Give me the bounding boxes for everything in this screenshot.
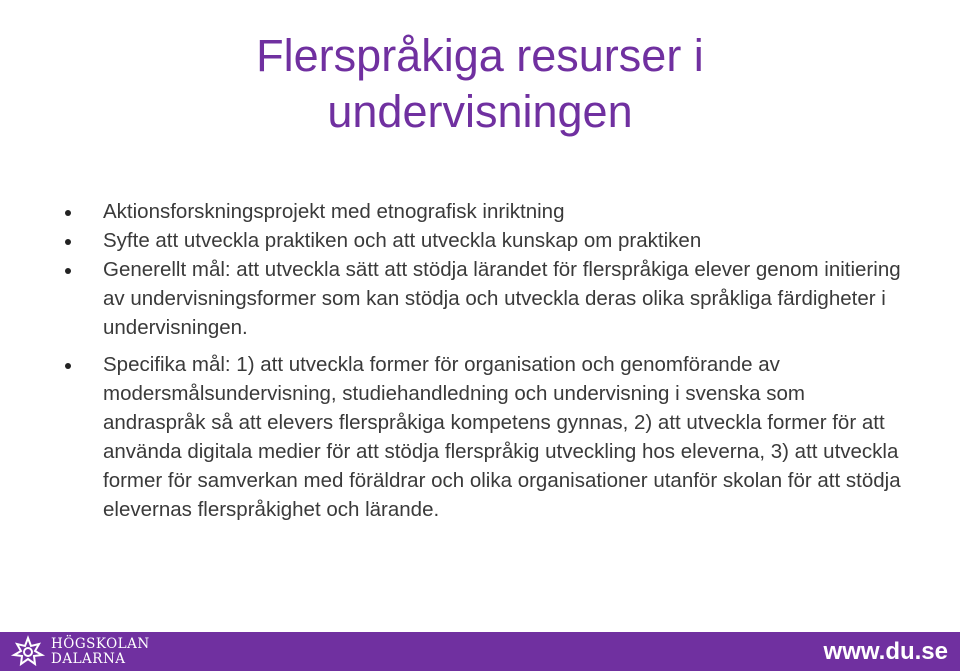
website-link[interactable]: www.du.se (823, 638, 948, 665)
bullet-item (62, 255, 912, 342)
bullet-item (62, 350, 912, 524)
bullet-dot-icon (65, 210, 71, 216)
logo-line-1: HÖGSKOLAN (51, 635, 150, 652)
bullet-dot-icon (65, 268, 71, 274)
logo-emblem-icon (10, 635, 46, 668)
footer-bar (0, 632, 960, 671)
bullet-dot-icon (65, 363, 71, 369)
bullet-text: Specifika mål: 1) att utveckla former för organisation och genomförande av modersmålsundervisning, studiehandledning och undervisning i svenska som andraspråk så att elevers flerspråkiga kompetens gynnas, 2) att utveckla former för att använda digitala medier för att stödja flerspråkig utveckling hos eleverna, 3) att utveckla former för samverkan med föräldrar och olika organisationer utanför skolan för att stödja elevernas flerspråkighet och lärande. (103, 353, 901, 521)
bullet-dot-icon (65, 239, 71, 245)
university-logo[interactable] (10, 635, 150, 668)
bullet-text: Generellt mål: att utveckla sätt att stödja lärandet för flerspråkiga elever genom initiering av undervisningsformer som kan stödja och utveckla deras olika språkliga färdigheter i undervisningen. (103, 258, 901, 339)
bullet-list (62, 197, 912, 524)
slide-title (0, 28, 960, 140)
bullet-text: Aktionsforskningsprojekt med etnografisk inriktning (103, 200, 565, 223)
logo-text (51, 637, 150, 667)
logo-line-2: DALARNA (51, 650, 126, 667)
bullet-item (62, 226, 912, 255)
bullet-item (62, 197, 912, 226)
bullet-text: Syfte att utveckla praktiken och att utveckla kunskap om praktiken (103, 229, 702, 252)
title-line-2: undervisningen (327, 86, 633, 137)
title-line-1: Flerspråkiga resurser i (256, 30, 704, 81)
